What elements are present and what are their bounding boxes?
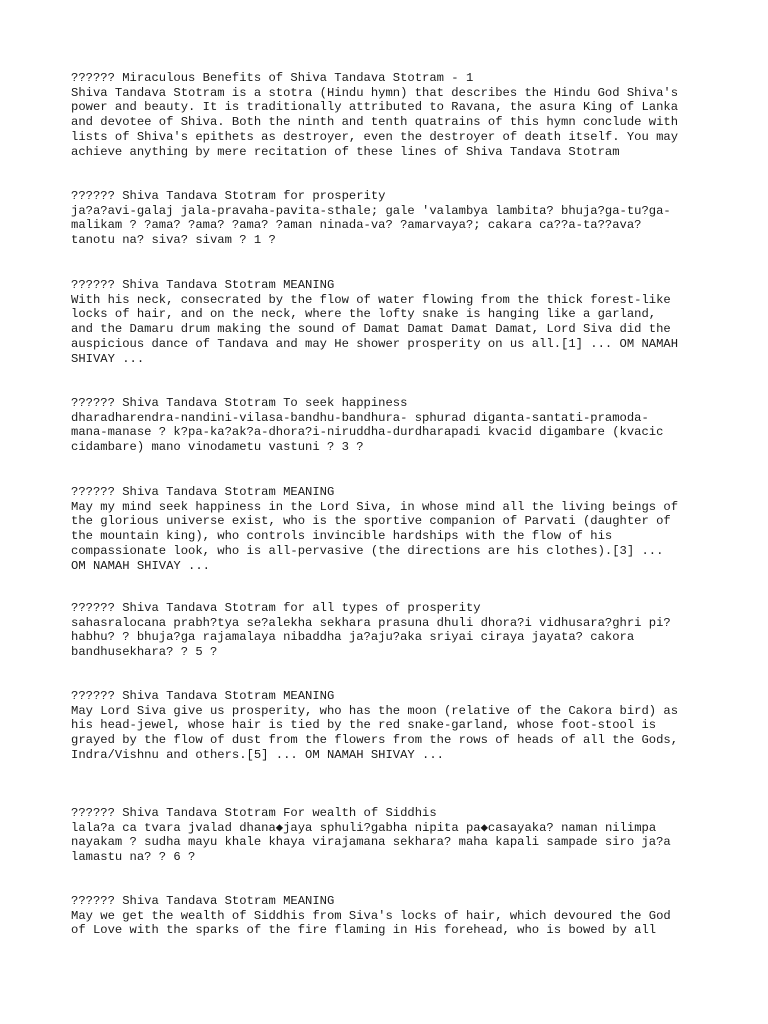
section-siddhis-verse (71, 806, 711, 865)
text-line: With his neck, consecrated by the flow of water flowing from the thick forest-like (71, 292, 671, 307)
section-miraculous-benefits (71, 71, 711, 159)
verse-line: habhu? ? bhuja?ga rajamalaya nibaddha ja?aju?aka sriyai ciraya jayata? cakora (71, 630, 635, 645)
text-line: auspicious dance of Tandava and may He shower prosperity on us all.[1] ... OM NAMAH (71, 336, 679, 351)
section-heading: ?????? Shiva Tandava Stotram for prosperity (71, 189, 386, 203)
text-line: power and beauty. It is traditionally attributed to Ravana, the asura King of Lanka (71, 100, 679, 115)
section-heading: ?????? Shiva Tandava Stotram For wealth of Siddhis (71, 806, 437, 820)
section-heading: ?????? Shiva Tandava Stotram for all types of prosperity (71, 601, 481, 615)
text-line: and the Damaru drum making the sound of Damat Damat Damat Damat, Lord Siva did the (71, 322, 671, 337)
text-line: Shiva Tandava Stotram is a stotra (Hindu hymn) that describes the Hindu God Shiva's (71, 85, 679, 100)
verse-line: lala?a ca tvara jvalad dhana◆jaya sphuli?gabha nipita pa◆casayaka? naman nilimpa (71, 820, 657, 835)
verse-line: nayakam ? sudha mayu khale khaya virajamana sekhara? maha kapali sampade siro ja?a (71, 835, 671, 850)
section-heading: ?????? Miraculous Benefits of Shiva Tandava Stotram - 1 (71, 71, 474, 85)
section-happiness-verse (71, 396, 711, 455)
text-line: achieve anything by mere recitation of these lines of Shiva Tandava Stotram (71, 144, 620, 159)
text-line: Indra/Vishnu and others.[5] ... OM NAMAH SHIVAY ... (71, 747, 444, 762)
verse-line: mana-manase ? k?pa-ka?ak?a-dhora?i-niruddha-durdharapadi kvacid digambare (kvacic (71, 425, 664, 440)
text-line: the glorious universe exist, who is the sportive companion of Parvati (daughter of (71, 514, 671, 529)
text-line: his head-jewel, whose hair is tied by the red snake-garland, whose foot-stool is (71, 718, 657, 733)
text-line: May we get the wealth of Siddhis from Siva's locks of hair, which devoured the God (71, 908, 671, 923)
section-all-prosperity-verse (71, 601, 711, 660)
text-line: grayed by the flow of dust from the flowers from the rows of heads of all the Gods, (71, 733, 679, 748)
verse-line: ja?a?avi-galaj jala-pravaha-pavita-sthale; gale 'valambya lambita? bhuja?ga-tu?ga- (71, 203, 671, 218)
verse-line: malikam ? ?ama? ?ama? ?ama? ?aman ninada-va? ?amarvaya?; cakara ca??a-ta??ava? (71, 218, 642, 233)
verse-line: sahasralocana prabh?tya se?alekha sekhara prasuna dhuli dhora?i vidhusara?ghri pi? (71, 615, 671, 630)
section-heading: ?????? Shiva Tandava Stotram MEANING (71, 278, 335, 292)
text-line: compassionate look, who is all-pervasive (the directions are his clothes).[3] ... (71, 543, 664, 558)
text-line: and devotee of Shiva. Both the ninth and tenth quatrains of this hymn conclude with (71, 115, 679, 130)
section-siddhis-meaning (71, 894, 711, 938)
text-line: the mountain king), who controls invincible hardships with the flow of his (71, 529, 613, 544)
section-all-prosperity-meaning (71, 689, 711, 763)
text-line: lists of Shiva's epithets as destroyer, even the destroyer of death itself. You may (71, 129, 679, 144)
section-heading: ?????? Shiva Tandava Stotram MEANING (71, 894, 335, 908)
section-heading: ?????? Shiva Tandava Stotram MEANING (71, 689, 335, 703)
section-prosperity-meaning (71, 278, 711, 366)
section-heading: ?????? Shiva Tandava Stotram To seek happiness (71, 396, 408, 410)
verse-line: dharadharendra-nandini-vilasa-bandhu-bandhura- sphurad diganta-santati-pramoda- (71, 410, 649, 425)
text-line: OM NAMAH SHIVAY ... (71, 558, 210, 573)
text-line: May Lord Siva give us prosperity, who has the moon (relative of the Cakora bird) as (71, 703, 679, 718)
section-heading: ?????? Shiva Tandava Stotram MEANING (71, 485, 335, 499)
verse-line: cidambare) mano vinodametu vastuni ? 3 ? (71, 440, 364, 455)
section-prosperity-verse (71, 189, 711, 248)
text-line: SHIVAY ... (71, 351, 145, 366)
verse-line: lamastu na? ? 6 ? (71, 850, 196, 865)
text-line: May my mind seek happiness in the Lord Siva, in whose mind all the living beings of (71, 499, 679, 514)
text-line: of Love with the sparks of the fire flaming in His forehead, who is bowed by all (71, 923, 657, 938)
verse-line: tanotu na? siva? sivam ? 1 ? (71, 233, 276, 248)
verse-line: bandhusekhara? ? 5 ? (71, 645, 218, 660)
section-happiness-meaning (71, 485, 711, 573)
text-line: locks of hair, and on the neck, where the lofty snake is hanging like a garland, (71, 307, 657, 322)
